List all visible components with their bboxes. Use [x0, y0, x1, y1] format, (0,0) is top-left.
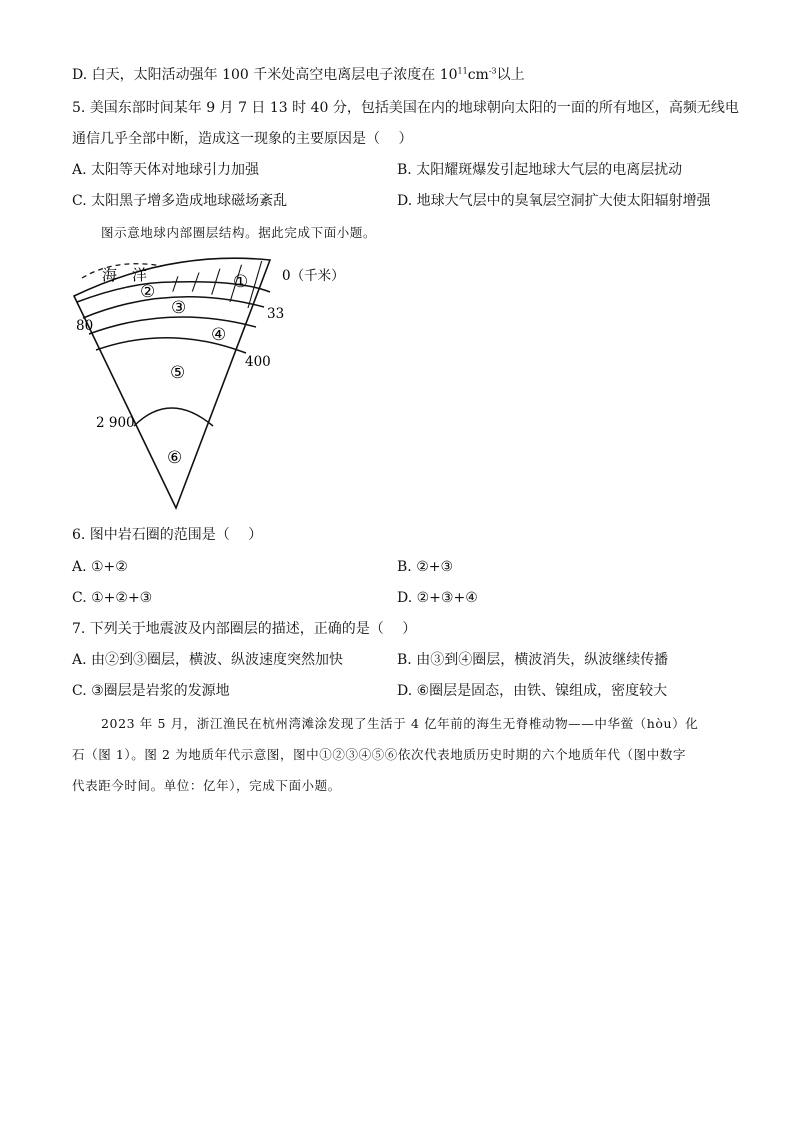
q6-stem: 6. 图中岩石圈的范围是（ ） [72, 527, 263, 543]
q5-stem-line1: 5. 美国东部时间某年 9 月 7 日 13 时 40 分，包括美国在内的地球朝向太阳的一面的所有地区，高频无线电 [72, 100, 739, 116]
layer-1-label: ① [233, 272, 249, 292]
q4-option-d-sup2: -3 [488, 66, 497, 76]
fossil-intro-line1: 2023 年 5 月，浙江渔民在杭州湾滩涂发现了生活于 4 亿年前的海生无脊椎动物——中华鲎（hòu）化 [101, 716, 699, 731]
boundary-layer3 [89, 317, 256, 334]
q5-option-c: C. 太阳黑子增多造成地球磁场紊乱 [72, 193, 288, 209]
q7-option-a: A. 由②到③圈层，横波、纵波速度突然加快 [72, 652, 344, 668]
depth-label-33: 33 [267, 306, 285, 322]
q6-option-d: D. ②+③+④ [397, 590, 478, 606]
q5-option-a: A. 太阳等天体对地球引力加强 [72, 162, 260, 178]
boundary-2900km [134, 408, 213, 426]
layer-6-label: ⑥ [167, 448, 183, 468]
q6-option-a: A. ①+② [72, 559, 128, 575]
q4-option-d-mid: cm [467, 67, 489, 83]
layer-3-label: ③ [171, 298, 187, 318]
layer-4-label: ④ [211, 325, 227, 345]
q5-option-b: B. 太阳耀斑爆发引起地球大气层的电离层扰动 [397, 162, 683, 178]
q7-option-d: D. ⑥圈层是固态，由铁、镍组成，密度较大 [397, 683, 668, 699]
q7-option-b: B. 由③到④圈层，横波消失，纵波继续传播 [397, 652, 669, 668]
q7-option-c: C. ③圈层是岩浆的发源地 [72, 683, 230, 699]
q5-stem-line2: 通信几乎全部中断，造成这一现象的主要原因是（ ） [72, 131, 413, 147]
q4-option-d-sup1: 11 [457, 66, 468, 76]
q4-option-d-suffix: 以上 [496, 67, 525, 83]
ocean-label: 海 洋 [102, 266, 148, 284]
diagram-intro: 图示意地球内部圈层结构。据此完成下面小题。 [101, 225, 377, 240]
fossil-intro-line3: 代表距今时间。单位：亿年），完成下面小题。 [72, 778, 341, 793]
layer-5-label: ⑤ [170, 363, 186, 383]
depth-label-0: 0（千米） [282, 268, 345, 284]
layer-2-label: ② [140, 282, 156, 302]
q4-option-d-prefix: D. 白天，太阳活动强年 100 千米处高空电离层电子浓度在 10 [72, 67, 458, 83]
q6-option-c: C. ①+②+③ [72, 590, 153, 606]
fossil-intro-line2: 石（图 1）。图 2 为地质年代示意图，图中①②③④⑤⑥依次代表地质历史时期的六个地质年代（图中数字 [72, 747, 687, 762]
depth-label-400: 400 [245, 354, 271, 370]
q5-option-d: D. 地球大气层中的臭氧层空洞扩大使太阳辐射增强 [397, 193, 711, 209]
q4-option-d [72, 66, 525, 84]
q6-option-b: B. ②+③ [397, 559, 454, 575]
depth-label-2900: 2 900 [96, 415, 135, 431]
depth-label-80: 80 [76, 318, 94, 334]
earth-interior-diagram [70, 250, 370, 520]
q7-stem: 7. 下列关于地震波及内部圈层的描述，正确的是（ ） [72, 621, 417, 637]
sector-outline [74, 258, 270, 508]
